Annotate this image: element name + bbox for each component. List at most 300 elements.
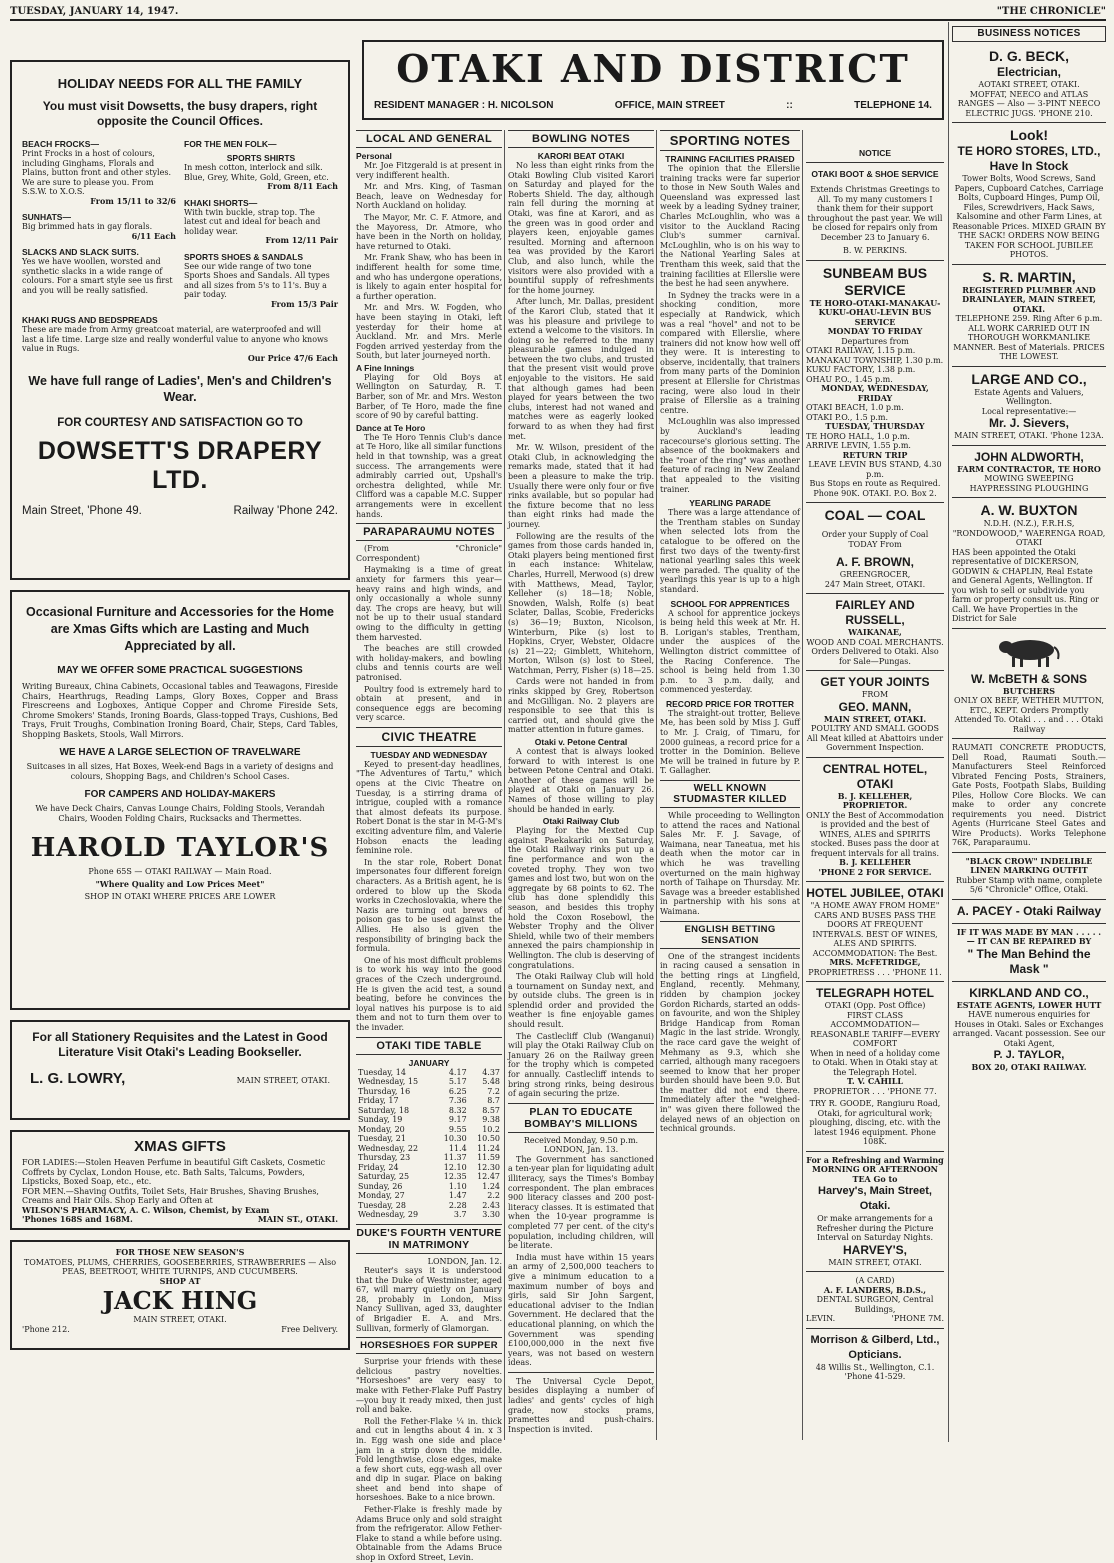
bowling-t6: A contest that is always looked forward to with interest is one between Petone Central and Otaki. Another of these games will be played at Otaki on January 26. Names of those willing to play should be handed in early. <box>508 747 654 814</box>
tide-row <box>356 1077 502 1087</box>
beach-heading: BEACH FROCKS— <box>22 139 99 149</box>
horseshoes-heading: HORSESHOES FOR SUPPER <box>356 1337 502 1354</box>
masthead <box>362 40 944 120</box>
martin-text: REGISTERED PLUMBER AND DRAINLAYER, MAIN STREET, OTAKI. <box>962 284 1096 314</box>
sunhats-heading: SUNHATS— <box>22 212 71 222</box>
sporting-t1: The opinion that the Ellerslie training tracks were far superior to those in New South Wales and Queensland was expressed last week by a leading Sydney trainer, Charles McLoughlin, who was a visitor to the Auckland Racing Club's summer carnival. McLoughlin, who is on his way to the National Yearling Sales at Trentham this week, said that the training facilities at Ellerslie were the best he had seen anywhere. <box>660 164 800 289</box>
tide-evening: 7.2 <box>487 1086 500 1096</box>
tehoro-text: Tower Bolts, Wood Screws, Sand Papers, Cupboard Catches, Carriage Bolts, Cupboard Hinges, Pump Oil, Files, Screwdrivers, Hack Saws, Kalsomine and other Farm Lines, at Reasonable Prices. MIXED GRAIN BY THE SACK! ORDERS NOW BEING TAKEN FOR SCHOOL JUBILEE PHOTOS. <box>952 174 1106 259</box>
sunbeam-tt: TUESDAY, THURSDAY <box>825 421 925 431</box>
rugs-price: Our Price 47/6 Each <box>247 352 338 363</box>
khaki-heading: KHAKI SHORTS— <box>184 197 258 208</box>
ptaylor-name: P. J. TAYLOR, <box>993 1049 1065 1061</box>
khaki-price: From 12/11 Pair <box>265 235 338 245</box>
taylor-motto: "Where Quality and Low Prices Meet" <box>95 878 265 889</box>
school-text: A school for apprentice jockeys is being held this week at Mr. H. B. Lorigan's stables, Trentham, under the auspices of the Wellington district committee of the Racing Conference. The school is being held from 1.30 p.m. to 3 p.m. daily, and commenced yesterday. <box>660 608 800 695</box>
sunbeam-dep: Departures from <box>841 336 909 346</box>
men-heading: FOR THE MEN FOLK— <box>184 139 277 149</box>
hing-phone: 'Phone 212. <box>22 1324 70 1334</box>
tide-morning: 9.17 <box>448 1115 467 1124</box>
mann-text: POULTRY AND SMALL GOODS <box>810 724 940 733</box>
look-heading: Look! <box>1009 127 1049 143</box>
sunbeam-l8: ARRIVE LEVIN, 1.55 p.m. <box>806 441 911 450</box>
tide-evening: 12.47 <box>477 1172 500 1181</box>
kirk-t1: IF IT WAS MADE BY MAN . . . . . <box>956 926 1102 937</box>
tide-morning: 1.47 <box>448 1191 467 1200</box>
large-name: LARGE AND CO., <box>971 370 1087 387</box>
tide-evening: 1.24 <box>482 1181 500 1191</box>
telegraph-prop: T. V. CAHILL <box>847 1076 903 1086</box>
buxton-name: A. W. BUXTON <box>980 502 1078 518</box>
crow-text: Rubber Stamp with name, complete 5/6 "Chronicle" Office, Otaki. <box>955 875 1103 894</box>
landers-card: (A CARD) <box>855 1276 895 1285</box>
tide-evening: 10.50 <box>477 1134 500 1143</box>
taylor-travel-heading: WE HAVE A LARGE SELECTION OF TRAVELWARE <box>59 747 301 758</box>
cycle-text: The Universal Cycle Depot, besides displaying a number of ladies' and gents' cycles of high grade, now stocks prams, pramettes and push-chairs. Inspection is invited. <box>508 1376 654 1434</box>
sunbeam-return: RETURN TRIP <box>842 449 908 460</box>
local-p4: Mr. Frank Shaw, who has been in indifferent health for some time, and who has undergone operations, is likely to again enter hospital for a further operation. <box>356 253 502 301</box>
sievers-name: Mr. J. Sievers, <box>988 416 1070 430</box>
betting-text: One of the strangest incidents in racing caused a sensation in the betting rings at Lingfield, England, recently. Mehmany, ridden by champion jockey Gordon Richards, started an odds-on favourite, and won the Shipley Bridge Handicap from Roman Magic in the last stride. Wrongly, the race card gave the weight of Mehmany as 9.3, which she carried, although many racegoers seemed to know that her proper burden should have been 9.0. But the matter did not end there. Immediately after the "weighed-in" was given there followed the delayed news of an objection on technical grounds. <box>660 951 800 1134</box>
buxton-text2: HAS been appointed the Otaki representative of DICKERSON, GODWIN & CHAPLIN, Real Estate and General Agents, Wellington. If you wish to sell or subdivide you farm or property consult us. Ring or Call. We have Properties in the District for Sale <box>952 547 1099 623</box>
taylor-travel: Suitcases in all sizes, Hat Boxes, Week-end Bags in a variety of designs and colours, Shopping Bags, and Children's School Cases. <box>26 762 334 781</box>
dukes-heading: DUKE'S FOURTH VENTURE IN MATRIMONY <box>356 1224 502 1254</box>
tide-morning: 6.25 <box>448 1086 467 1096</box>
tide-day: Wednesday, 15 <box>358 1077 419 1086</box>
taylor-shop: SHOP IN OTAKI WHERE PRICES ARE LOWER <box>84 892 276 901</box>
xmas-address: MAIN ST., OTAKI. <box>257 1214 338 1224</box>
tide-day: Sunday, 26 <box>358 1181 403 1191</box>
civic-t1: Keyed to present-day headlines, "The Adventures of Tartu," which opens at the Civic Theatre on Tuesday, is a stirring drama of intrigue, coupled with a romance that almost defeats its purpose. Robert Donat is the star in M-G-M's exciting adventure film, and Valerie Hobson enacts the leading feminine role. <box>356 759 502 856</box>
parap-t1: (From "Chronicle" Correspondent) <box>356 544 502 563</box>
bombay-t1: The Government has sanctioned a ten-year plan for liquidating adult illiteracy, says the Times's Bombay correspondent. The plan embraces 900 literacy classes and 200 post-literacy classes. It is estimated that when the 10-year programme is completed 77 per cent. of the city's population, including children, will be literate. <box>508 1154 654 1251</box>
martin-text2: ALL WORK CARRIED OUT IN THOROUGH WORKMANLIKE MANNER. Best of Materials. PRICES THE LOWEST. <box>953 323 1105 361</box>
telegraph-name: TELEGRAPH HOTEL <box>815 986 934 1000</box>
tide-row <box>356 1172 502 1182</box>
taylor-camp: We have Deck Chairs, Canvas Lounge Chairs, Folding Stools, Verandah Chairs, Wooden Folding Chairs, Rucksacks and Thermettes. <box>35 804 325 823</box>
bowling-sub: KARORI BEAT OTAKI <box>537 151 625 161</box>
tide-day: Friday, 17 <box>358 1096 399 1105</box>
bowling-t8: The Otaki Railway Club will hold a tournament on Sunday next, and by outside clubs. The green is in splendid order and provided the weather is fine enjoyable games should result. <box>508 972 654 1030</box>
mann-heading: GET YOUR JOINTS <box>820 675 930 689</box>
bull-icon <box>994 633 1064 669</box>
tide-row <box>356 1125 502 1135</box>
tide-day: Monday, 20 <box>358 1124 405 1134</box>
taylor-phone: Phone 65S — OTAKI RAILWAY — Main Road. <box>88 867 272 876</box>
jubilee-phone: PROPRIETRESS . . . 'PHONE 11. <box>808 967 942 977</box>
xmas-phones: 'Phones 168S and 168M. <box>22 1214 133 1224</box>
landers-text: DENTAL SURGEON, Central Buildings, <box>816 1295 934 1314</box>
taylor-suggestions: Writing Bureaux, China Cabinets, Occasional tables and Teawagons, Fireside Chairs, Hearthrugs, Reading Lamps, Glory Boxes, Copper and Brass Firescreens and Logboxes, Antique Copper and Chrome Fireside Sets, Chrome Smokers' Stands, Ironing Boards, Glass-topped Trays, Cushions, Bed Trays, Fruit Troughs, Combination Ironing Board, Chair, Steps, Card Tables, Shopping Baskets, Stools, Wall Mirrors. <box>22 682 338 739</box>
school-heading: SCHOOL FOR APPRENTICES <box>670 598 790 609</box>
masthead-office: OFFICE, MAIN STREET <box>614 100 725 111</box>
beck-sub: Electrician, <box>996 65 1062 79</box>
hing-ad <box>10 1240 350 1350</box>
jubilee-t3: ACCOMMODATION: The Best. <box>812 948 938 958</box>
record-heading: RECORD PRICE FOR TROTTER <box>666 698 794 709</box>
masthead-title: OTAKI AND DISTRICT <box>396 46 910 91</box>
notice-signature: B. W. PERKINS. <box>843 246 907 255</box>
mann-address: MAIN STREET, OTAKI. <box>823 713 927 724</box>
sunbeam-route: TE HORO-OTAKI-MANAKAU-KUKU-OHAU-LEVIN BUS SERVICE <box>809 297 941 327</box>
ptaylor-address: BOX 20, OTAKI RAILWAY. <box>971 1062 1087 1072</box>
lowry-name: L. G. LOWRY, <box>30 1070 126 1087</box>
coal-name: A. F. BROWN, <box>836 555 914 569</box>
sunbeam-l11: Phone 90K. OTAKI. P.O. Box 2. <box>813 488 937 498</box>
civic-t3: One of his most difficult problems is to work his way into the good graces of the Czech underground. He is given the acid test, a sound beating, before he convinces the loyal natives his purpose is to aid them and not to turn them over to the invader. <box>356 955 502 1032</box>
tide-morning: 12.10 <box>443 1162 467 1172</box>
bowling-sub3: Otaki Railway Club <box>542 816 620 827</box>
tide-morning: 7.36 <box>448 1096 467 1105</box>
bowling-heading: BOWLING NOTES <box>508 130 654 148</box>
kirk-t2: — IT CAN BE REPAIRED BY <box>966 936 1092 946</box>
tide-day: Saturday, 18 <box>358 1105 410 1115</box>
concrete-text: RAUMATI CONCRETE PRODUCTS, Dell Road, Raumati South.— Manufacturers Steel Reinforced Vibrated Fencing Posts, Strainers, Gate Posts, Footpath Slabs, Building Piles, Hollow Core Blocks. We can make to order any concrete requirements you need. District Agents (Hurricane Steel Gates and Wire Products). Works Telephone 76K, Paraparaumu. <box>952 743 1106 847</box>
tide-evening: 2.2 <box>487 1191 500 1200</box>
sunbeam-l9: LEAVE LEVIN BUS STAND, 4.30 p.m. <box>808 460 942 479</box>
martin-phone: TELEPHONE 259. Ring After 6 p.m. <box>955 314 1103 323</box>
morrison-name: Morrison & Gilberd, Ltd., Opticians. <box>810 1333 940 1361</box>
pacey-name: A. PACEY - Otaki Railway <box>956 903 1102 918</box>
tide-evening: 4.37 <box>482 1067 500 1077</box>
sunbeam-l5: OTAKI BEACH, 1.0 p.m. <box>806 403 904 412</box>
horseshoes-t1: Surprise your friends with these delicious pastry novelties. "Horseshoes" are very easy to make with Fether-Flake Puff Pastry—you buy it ready mixed, then just roll and bake. <box>356 1357 502 1415</box>
tide-evening: 10.2 <box>482 1124 500 1134</box>
tide-evening: 5.48 <box>482 1077 500 1086</box>
jubilee-t1: "A HOME AWAY FROM HOME" <box>810 901 940 910</box>
bowling-t3: Mr. W. Wilson, president of the Otaki Club, in acknowledging the remarks made, stated that it had been a pleasure to make the trip. Usually there were only four or five rinks available, but so popular had the fixture become that no less than eight rinks had made the journey. <box>508 443 654 529</box>
tide-morning: 8.32 <box>448 1105 467 1115</box>
tide-day: Friday, 24 <box>358 1162 399 1172</box>
tide-evening: 11.24 <box>477 1143 500 1153</box>
central-text: ONLY the Best of Accommodation is provided and the best of WINES, ALES and SPIRITS stocked. Buses pass the door at frequent intervals for all trains. <box>806 810 944 858</box>
jubilee-t2: CARS AND BUSES PASS THE DOORS AT FREQUENT INTERVALS. BEST OF WINES, ALES AND SPIRITS. <box>812 910 938 948</box>
tehoro-name: TE HORO STORES, LTD., <box>957 144 1101 158</box>
dowsett-address: Main Street, 'Phone 49. <box>22 505 142 517</box>
tide-row <box>356 1153 502 1163</box>
yearling-text: There was a large attendance of the Trentham stables on Sunday when selected lots from the catalogue to be offered on the first two days of the twenty-first national yearling sales this week were paraded. The quality of the yearlings this year is up to a high standard. <box>660 508 800 594</box>
central-name: CENTRAL HOTEL, OTAKI <box>822 761 928 791</box>
tide-row <box>356 1115 502 1125</box>
mcbeth-text: BUTCHERS <box>1002 685 1056 696</box>
tide-table <box>356 1068 502 1220</box>
jubilee-prop: MRS. McFETRIDGE, <box>829 957 921 967</box>
horseshoes-t3: Fether-Flake is freshly made by Adams Bruce only and sold straight from the refrigerator. Allow Fether-Flake to stand a while before using. Obtainable from the Adams Bruce shop in Oxford Street, Levin. <box>356 1505 502 1563</box>
xmas-ad <box>10 1130 350 1230</box>
coal-address: 247 Main Street, OTAKI. <box>824 579 926 589</box>
fairley-place: WAIKANAE, <box>848 627 902 637</box>
landers-location: LEVIN. <box>806 1314 836 1323</box>
bombay-dateline: Received Monday, 9.50 p.m. LONDON, Jan. 13. <box>523 1135 639 1155</box>
harvey-name: Harvey's, Main Street, Otaki. <box>818 1185 932 1212</box>
tide-evening: 2.43 <box>482 1200 500 1210</box>
harvey-address: MAIN STREET, OTAKI. <box>828 1257 922 1267</box>
innings-text: Playing for Old Boys at Wellington on Saturday, R. T. Barber, son of Mr. and Mrs. Weston Barber, of Te Horo, made the fine score of 90 by careful batting. <box>356 372 502 421</box>
tide-evening: 9.38 <box>482 1115 500 1124</box>
beck-address: AOTAKI STREET, OTAKI. <box>978 80 1080 89</box>
column-local <box>356 126 502 1563</box>
landers-phone: 'PHONE 7M. <box>891 1314 944 1323</box>
telegraph-phone: PROPRIETOR . . . 'PHONE 77. <box>813 1086 937 1096</box>
tide-morning: 12.35 <box>443 1172 467 1181</box>
aldworth-text: FARM CONTRACTOR, TE HORO <box>957 463 1101 474</box>
sunhats-text: Big brimmed hats in gay florals. <box>22 222 153 231</box>
hing-line3: PEAS, BEETROOT, WHITE TURNIPS, AND CUCUMBERS. <box>62 1267 298 1276</box>
tide-row <box>356 1201 502 1211</box>
tide-month: JANUARY <box>408 1057 450 1068</box>
sunbeam-mf: MONDAY TO FRIDAY <box>827 326 923 336</box>
morrison-address: 48 Willis St., Wellington, C.1. <box>815 1362 935 1372</box>
central-prop: B. J. KELLEHER, PROPRIETOR. <box>837 790 913 810</box>
mann-text2: All Meat killed at Abattoirs under Government Inspection. <box>806 733 944 752</box>
innings-heading: A Fine Innings <box>356 362 415 373</box>
tide-day: Wednesday, 29 <box>358 1210 419 1219</box>
tide-row <box>356 1182 502 1192</box>
column-bowling <box>508 126 654 1446</box>
shirts-price: From 8/11 Each <box>267 181 338 191</box>
dowsett-name: DOWSETT'S DRAPERY LTD. <box>37 437 323 494</box>
tide-evening: 8.7 <box>487 1096 500 1105</box>
tide-morning: 11.4 <box>448 1143 467 1153</box>
sunbeam-l2: MANAKAU TOWNSHIP, 1.30 p.m. <box>806 355 944 365</box>
parap-t3: The beaches are still crowded with holiday-makers, and bowling clubs and tennis courts are well patronised. <box>356 644 502 682</box>
notice-heading: NOTICE <box>858 148 892 158</box>
masthead-manager: RESIDENT MANAGER : H. NICOLSON <box>374 100 554 111</box>
bowling-t1: No less than eight rinks from the Otaki Bowling Club visited Karori on Saturday and played for the Roberts Shield. The day, although rain fell during the morning at Otaki, was fine at Karori, and as the green was in good order and players keen, enjoyable games resulted. Morning and afternoon tea was provided by the Karori Club, and also lunch, while the visitors were also provided with a bountiful supply of refreshments for the home journey. <box>508 161 654 295</box>
telegraph-t1: OTAKI (Opp. Post Office) <box>824 1001 926 1010</box>
business-heading: BUSINESS NOTICES <box>952 26 1106 42</box>
local-p2: Mr. and Mrs. King, of Tasman Beach, leave on Wednesday for North Auckland on holiday. <box>356 182 502 211</box>
masthead-phone: TELEPHONE 14. <box>854 100 932 111</box>
tide-morning: 9.55 <box>448 1124 467 1134</box>
sporting-t3: McLoughlin was also impressed by Auckland's leading racecourse's glorious setting. The absence of the bookmakers and the "roar of the ring" was another feature of racing in New Zealand that appealed to the visiting trainer. <box>660 417 800 494</box>
kirkland-text: HAVE numerous enquiries for Houses in Otaki. Sales or Exchanges arranged. Vacant possession. See our Otaki Agent, <box>952 1010 1106 1048</box>
column-sporting <box>660 126 800 1446</box>
tide-evening: 12.30 <box>477 1162 500 1172</box>
sporting-heading: SPORTING NOTES <box>660 130 800 151</box>
tide-day: Thursday, 23 <box>358 1153 411 1162</box>
horseshoes-t2: Roll the Fether-Flake ¼ in. thick and cut in lengths about 4 in. x 3 in. Egg wash one side and place jam in a strip down the middle. Fold lengthwise, close edges, make a few short cuts, egg-wash all over and dip in sugar. Place on baking sheet and bend into shape of horseshoes. Bake to a nice brown. <box>356 1416 502 1503</box>
local-p1: Mr. Joe Fitzgerald is at present in very indifferent health. <box>356 161 502 180</box>
betting-heading: ENGLISH BETTING SENSATION <box>660 921 800 949</box>
page-header <box>10 3 1106 21</box>
tide-evening: 11.59 <box>477 1153 500 1162</box>
mann-from: FROM <box>861 690 889 699</box>
tide-evening: 3.30 <box>482 1210 500 1219</box>
tide-row <box>356 1144 502 1154</box>
coal-text: Order your Supply of Coal TODAY From <box>821 530 929 549</box>
tehoro-stock: Have In Stock <box>989 159 1069 173</box>
goode-text: TRY R. GOODE, Rangiuru Road, Otaki, for agricultural work; ploughing, discing, etc. with the latest 1946 equipment. Phone 108K. <box>809 1099 941 1146</box>
tide-day: Saturday, 25 <box>358 1172 410 1181</box>
kirkland-name: KIRKLAND AND CO., <box>969 985 1089 1000</box>
paper-name: "THE CHRONICLE" <box>996 5 1106 17</box>
tide-row <box>356 1087 502 1097</box>
lowry-text: For all Stationery Requisites and the Latest in Good Literature Visit Otaki's Leading Bookseller. <box>32 1030 328 1059</box>
studmaster-text: While proceeding to Wellington to attend the races and National Sales Mr. F. J. Savage, of Waimana, near Taneatua, met his death when the motor car in which he was travelling overturned on the main highway north of Taihape on Thursday. Mr. Savage was a breeder established in partnership with his sons at Waimana. <box>660 811 800 916</box>
bowling-t5: Cards were not handed in from rinks skipped by Grey, Robertson and McGilligan. No. 2 players are responsible to see that this is carried out, and should give the matter attention in future games. <box>508 677 654 735</box>
xmas-men: FOR MEN.—Shaving Outfits, Toilet Sets, Hair Brushes, Shaving Brushes, Creams and Hair Oils. Shop Early and Often at <box>22 1186 319 1205</box>
mcbeth-name: W. McBETH & SONS <box>970 671 1087 686</box>
shirts-text: In mesh cotton, interlock and silk. Blue, Grey, White, Gold, Green, etc. <box>184 163 329 182</box>
dowsett-railway: Railway 'Phone 242. <box>233 505 338 517</box>
coal-sub: GREENGROCER, <box>839 570 911 579</box>
beach-price: From 15/11 to 32/6 <box>90 195 176 206</box>
rugs-text: These are made from Army greatcoat material, are waterproofed and will last a life time. Large size and really wonderful value to anyone who knows value in Rugs. <box>22 325 328 353</box>
martin-name: S. R. MARTIN, <box>982 268 1076 285</box>
buxton-text: N.D.H. (N.Z.), F.R.H.S, "RONDOWOOD," WAERENGA ROAD, OTAKI <box>952 519 1106 547</box>
dukes-dateline: LONDON, Jan. 12. <box>427 1256 502 1266</box>
sunbeam-l7: TE HORO HALL, 1.0 p.m. <box>806 431 910 441</box>
tide-row <box>356 1068 502 1078</box>
tide-morning: 1.10 <box>448 1181 467 1191</box>
tide-row <box>356 1210 502 1220</box>
tide-day: Thursday, 16 <box>358 1086 411 1096</box>
harvey-name2: HARVEY'S, <box>843 1242 907 1257</box>
morrison-phone: 'Phone 41-529. <box>844 1372 906 1381</box>
page-date: TUESDAY, JANUARY 14, 1947. <box>10 5 179 17</box>
hing-line2: TOMATOES, PLUMS, CHERRIES, GOOSEBERRIES, STRAWBERRIES — Also <box>23 1257 337 1267</box>
aldworth-text2: MOWING SWEEPING HAYPRESSING PLOUGHING <box>969 474 1089 493</box>
dowsett-intro: You must visit Dowsetts, the busy drapers, right opposite the Council Offices. <box>42 99 318 128</box>
tide-morning: 2.28 <box>448 1200 467 1210</box>
central-phone: 'PHONE 2 FOR SERVICE. <box>818 866 932 877</box>
tide-morning: 11.37 <box>443 1153 467 1162</box>
sunbeam-name: SUNBEAM BUS SERVICE <box>822 264 928 298</box>
slacks-heading: SLACKS AND SLACK SUITS. <box>22 247 139 257</box>
taylor-ad <box>10 590 350 1010</box>
central-sig: B. J. KELLEHER <box>839 857 911 867</box>
dance-text: The Te Horo Tennis Club's dance at Te Horo, like all similar functions held in that township, was a great success. The arrangements were admirably carried out, Upshall's orchestra delighted, while Mr. Clifford was a capable M.C. Supper arrangements were in excellent hands. <box>356 432 502 519</box>
masthead-sep: :: <box>786 100 793 111</box>
hing-shop: SHOP AT <box>159 1275 201 1286</box>
tide-day: Monday, 27 <box>358 1191 405 1200</box>
local-p3: The Mayor, Mr. C. F. Atmore, and the Mayoress, Dr. Atmore, who have been in the North on holiday, have returned to Otaki. <box>356 212 502 251</box>
local-p5: Mr. and Mrs. W. Fogden, who have been staying in Otaki, left yesterday for their home at Auckland. Mr. and Mrs. Merle Fogden arrived yesterday from the South, but later journeyed north. <box>356 303 502 361</box>
parap-t4: Poultry food is extremely hard to obtain at present, and in consequence eggs are becoming very scarce. <box>356 684 502 723</box>
shoes-heading: SPORTS SHOES & SANDALS <box>184 251 304 262</box>
tide-evening: 8.57 <box>482 1105 500 1115</box>
harvey-t2: Or make arrangements for a Refresher during the Picture Interval on Saturday Nights. <box>816 1214 934 1242</box>
fairley-name: FAIRLEY AND RUSSELL, <box>835 598 915 627</box>
sievers-text: MAIN STREET, OTAKI. 'Phone 123A. <box>954 431 1104 440</box>
mann-name: GEO. MANN, <box>838 699 912 714</box>
hing-address: MAIN STREET, OTAKI. <box>133 1315 227 1324</box>
beck-text: MOFFAT, NEECO and ATLAS RANGES — Also — 3-PINT NEECO ELECTRIC JUGS. 'PHONE 210. <box>957 89 1101 118</box>
tide-day: Tuesday, 21 <box>358 1134 406 1143</box>
jubilee-name: HOTEL JUBILEE, OTAKI <box>806 886 944 900</box>
dukes-text: Reuter's says it is understood that the Duke of Westminster, aged 67, will marry quietly on January 28, probably in London, Miss Nancy Sullivan, aged 33, daughter of Brigadier E. A. and Mrs. Sullivan, formerly of Glamorgan. <box>356 1266 502 1333</box>
taylor-name: HAROLD TAYLOR'S <box>30 833 330 863</box>
notice-text: Extends Christmas Greetings to All. To my many customers I thank them for their support throughout the past year. We will be closed for repairs only from December 23 to January 6. <box>807 185 943 242</box>
kirkland-sub: ESTATE AGENTS, LOWER HUTT <box>956 999 1102 1010</box>
bombay-heading: PLAN TO EDUCATE BOMBAY'S MILLIONS <box>508 1103 654 1133</box>
taylor-title: Occasional Furniture and Accessories for the Home are Xmas Gifts which are Lasting and Much Appreciated by all. <box>26 605 334 653</box>
tide-morning: 3.7 <box>453 1210 467 1219</box>
personal-heading: Personal <box>356 151 392 161</box>
record-text: The straight-out trotter, Believe Me, has been sold by Miss J. Guff to Mr. J. Craig, of Timaru, for 2000 guineas, a record price for a trotter in the Dominion. Believe Me will be trained in future by P. T. Gallagher. <box>660 708 800 776</box>
tide-row <box>356 1163 502 1173</box>
sunhats-price: 6/11 Each <box>131 230 176 241</box>
sunbeam-mwf: MONDAY, WEDNESDAY, FRIDAY <box>821 383 929 403</box>
sunbeam-l4: OHAU P.O., 1.45 p.m. <box>806 374 893 384</box>
tide-day: Tuesday, 28 <box>358 1200 406 1210</box>
large-rep: Local representative:— <box>981 406 1077 416</box>
tide-heading: OTAKI TIDE TABLE <box>356 1037 502 1055</box>
dowsett-range: We have full range of Ladies', Men's and Children's Wear. <box>28 374 332 404</box>
civic-sub: TUESDAY AND WEDNESDAY <box>370 749 488 760</box>
civic-heading: CIVIC THEATRE <box>356 727 502 747</box>
aldworth-name: JOHN ALDWORTH, <box>974 449 1084 464</box>
sunbeam-l1: OTAKI RAILWAY, 1.15 p.m. <box>806 346 916 355</box>
beck-name: D. G. BECK, <box>988 48 1070 64</box>
tide-day: Tuesday, 14 <box>358 1067 406 1077</box>
dance-heading: Dance at Te Horo <box>356 422 426 433</box>
tide-row <box>356 1191 502 1201</box>
xmas-title: XMAS GIFTS <box>134 1138 226 1155</box>
telegraph-t2: FIRST CLASS ACCOMMODATION—REASONABLE TARIFF—EVERY COMFORT <box>810 1010 940 1048</box>
column-notices <box>806 126 944 1446</box>
bowling-t4: Following are the results of the games from those cards handed in, Otaki players being mentioned first in each instance: Whitelaw, Charles, Hurrell, Merwood (s) drew with Matthews, Mead, Taylor, Kelleher (s) 18—18; Noble, Snowden, Walsh, Rolfe (s) beat Sclater, Dallas, Scobie, Fredericks (s) 36—19; Buxton, Nicolson, Winterburn, Pike (s) lost to Hopkins, Cryer, Webster, Oldacre (s) 21—22; Gimblett, Whitehorn, Morton, Wilson (s) lost to Steel, Watchman, Perry, Fisher (s) 18—25. <box>508 531 654 675</box>
tide-row <box>356 1106 502 1116</box>
notice-shop: OTAKI BOOT & SHOE SERVICE <box>811 169 939 179</box>
kirk-t3: " The Man Behind the Mask " <box>967 946 1091 976</box>
tide-day: Sunday, 19 <box>358 1115 403 1124</box>
parap-t2: Haymaking is a time of great anxiety for farmers this year—heavy rains and high winds, and only occasionally a whole sunny day. The crops are heavy, but will not be up to their usual standard owing to the difficulty in getting them harvested. <box>356 565 502 642</box>
lowry-address: MAIN STREET, OTAKI. <box>236 1076 330 1085</box>
tide-row <box>356 1134 502 1144</box>
coal-heading: COAL — COAL <box>824 507 926 523</box>
telegraph-t3: When in need of a holiday come to Otaki. When in Otaki stay at the Telegraph Hotel. <box>810 1048 940 1077</box>
slacks-text: Yes we have woollen, worsted and synthetic slacks in a wide range of colours. For a smart style see us first and you will be really satisfied. <box>22 257 173 295</box>
xmas-pharmacy: WILSON'S PHARMACY, A. C. Wilson, Chemist, by Exam <box>22 1204 270 1215</box>
hing-delivery: Free Delivery. <box>281 1324 338 1334</box>
crow-heading: "BLACK CROW" INDELIBLE LINEN MARKING OUTFIT <box>965 855 1093 875</box>
civic-t2: In the star role, Robert Donat impersonates four different foreign characters. As a British agent, he is ordered to blow up the Skoda works in Czechoslovakia, where the Nazis are turning out brews of poison gas to be used against the Allies. He also is given the responsibility of bringing back the formula. <box>356 857 502 954</box>
dowsett-courtesy: FOR COURTESY AND SATISFACTION GO TO <box>57 417 303 429</box>
tide-morning: 10.30 <box>443 1134 467 1143</box>
tide-day: Wednesday, 22 <box>358 1143 419 1153</box>
bowling-t2: After lunch, Mr. Dallas, president of the Karori Club, stated that it was his pleasure and privilege to extend a welcome to the visitors. In doing so he referred to the many pleasurable games indulged in between the two clubs, and trusted that the present visit would prove enjoyable to the visitors. He said that although games had been played for years between the two clubs, interest had not waned and matches were as eagerly looked forward to as when they had first met. <box>508 297 654 441</box>
bowling-sub2: Otaki v. Petone Central <box>534 737 628 748</box>
tide-morning: 5.17 <box>448 1077 467 1086</box>
bowling-t7: Playing for the Mexted Cup against Paekakariki on Saturday, the Otaki Railway rinks put up a fine performance and won the coveted trophy. They won two games and lost two, but won on the aggregate by 68 points to 62. The club has done splendidly this season, and besides this trophy hold the Coxon Rosebowl, the Webster Trophy and the Oliver Shield, while two of their members annexed the pairs championship in Wellington. The club is deserving of congratulations. <box>508 826 654 970</box>
rugs-heading: KHAKI RUGS AND BEDSPREADS <box>22 315 158 325</box>
large-text: Estate Agents and Valuers, Wellington. <box>974 387 1084 406</box>
parap-heading: PARAPARAUMU NOTES <box>356 523 502 541</box>
lowry-ad <box>10 1020 350 1120</box>
yearling-heading: YEARLING PARADE <box>689 498 771 509</box>
khaki-text: With twin buckle, strap top. The latest cut and ideal for beach and holiday wear. <box>184 207 321 236</box>
xmas-ladies: FOR LADIES:—Stolen Heaven Perfume in beautiful Gift Caskets, Cosmetic Coffrets by Cyclax, London House, etc. Bath Salts, Talcums, Powders, Lipsticks, Boxed Soap, etc., etc. <box>22 1158 326 1186</box>
sunbeam-l10: Bus Stops en route as Required. <box>809 479 941 488</box>
sunbeam-l6: OTAKI P.O., 1.5 p.m. <box>806 412 888 422</box>
tide-row <box>356 1096 502 1106</box>
landers-name: A. F. LANDERS, B.D.S., <box>823 1284 927 1295</box>
dowsett-ad <box>10 60 350 580</box>
bombay-t2: India must have within 15 years an army of 2,500,000 teachers to give a minimum education to a maximum number of boys and girls, said Sir John Sargent, educational adviser to the Indian Government. He declared that the educational planning, on which the Government was spending £100,000,000 in the next five years, was not based on western ideas. <box>508 1252 654 1368</box>
shoes-text: See our wide range of two tone Sports Shoes and Sandals. All types and all sizes from 5's to 11's. Buy a pair today. <box>184 261 330 299</box>
sporting-t2: In Sydney the tracks were in a shocking condition, more especially at Randwick, which was a real "hovel" and not to be compared with Ellerslie, where trainers did not know how well off they were. It is interesting to observe, incidentally, that trainers from many parts of the Dominion present at Ellerslie for Christmas racing, were also loud in their praise of Ellerslie as a training centre. <box>660 290 800 415</box>
harvey-t1: For a Refreshing and Warming MORNING OR AFTERNOON TEA Go to <box>806 1154 944 1184</box>
business-notices <box>952 26 1106 1446</box>
sunbeam-l3: KUKU FACTORY, 1.38 p.m. <box>806 365 916 374</box>
beach-text: Print Frocks in a host of colours, including Ginghams, Florals and Plains, button front and other styles. We are sure to please you. From S.S.W. to X.O.S. <box>22 149 171 196</box>
bowling-t9: The Castlecliff Club (Wanganui) will play the Otaki Railway Club on January 26 on the Railway green for the trophy which is competed for annually. Castlecliff intends to bring strong rinks, being desirous of again securing the prize. <box>508 1031 654 1099</box>
taylor-camp-heading: FOR CAMPERS AND HOLIDAY-MAKERS <box>84 789 276 800</box>
shirts-heading: SPORTS SHIRTS <box>226 153 296 163</box>
mcbeth-text2: ONLY OX BEEF, WETHER MUTTON, ETC., KEPT. Orders Promptly Attended To. Otaki . . . and . . . Otaki Railway <box>954 696 1104 734</box>
